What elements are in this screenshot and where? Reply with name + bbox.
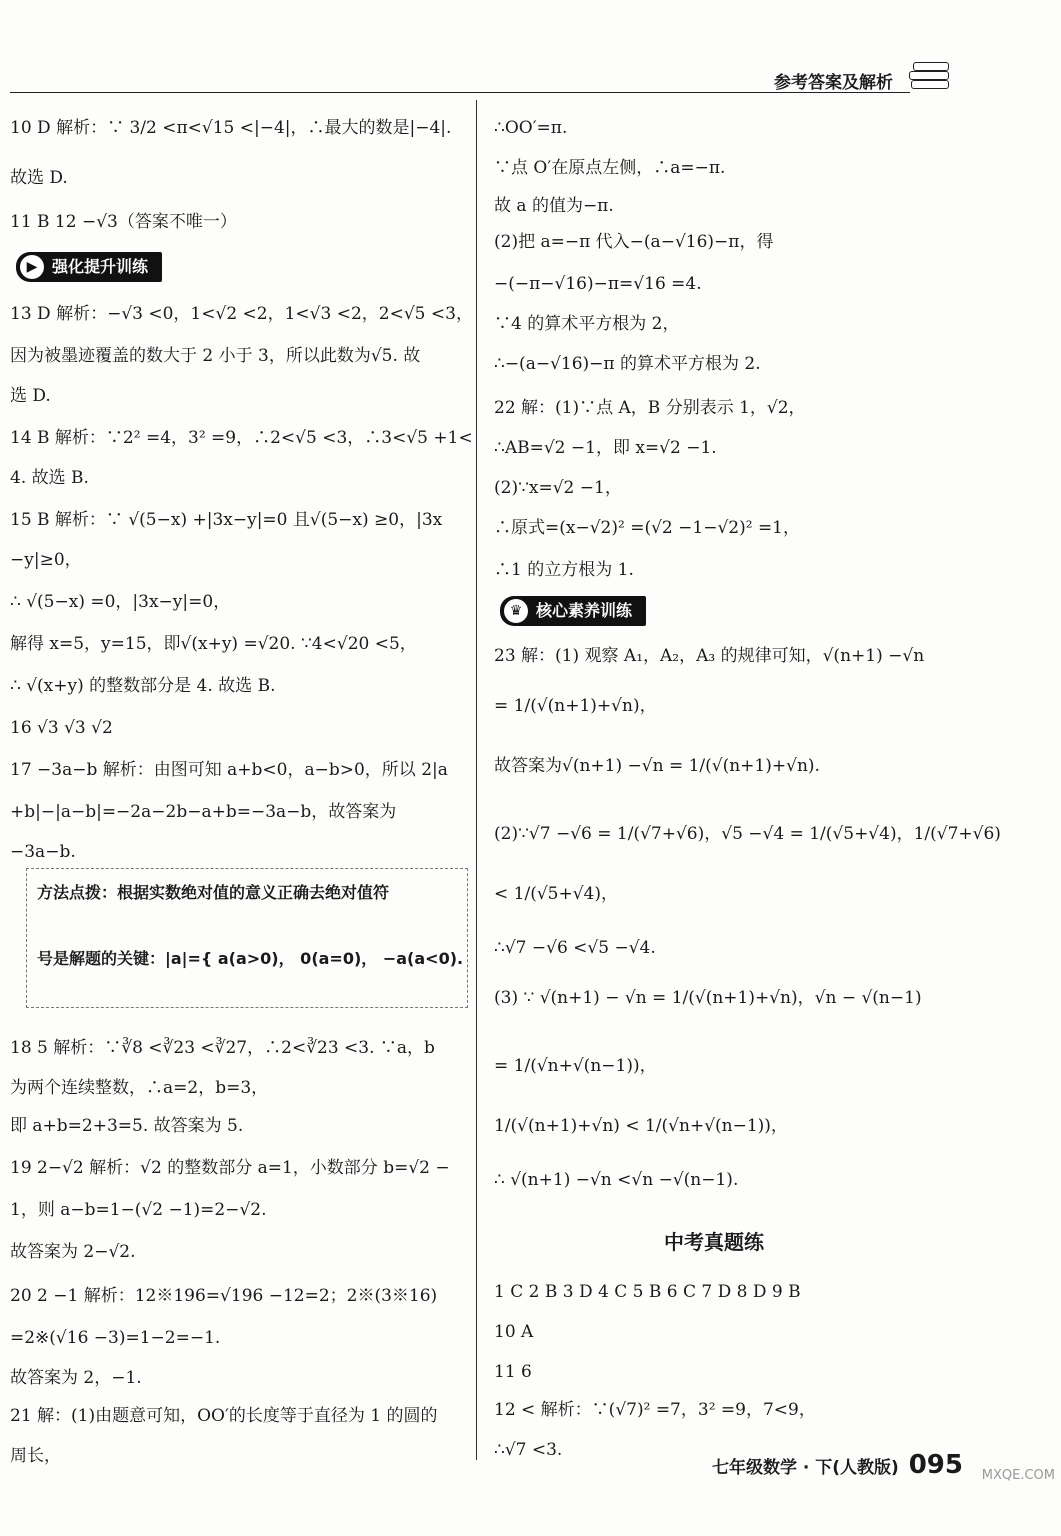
answer-line: 故 a 的值为−π. (494, 196, 614, 216)
section-tag-reinforce (16, 252, 162, 282)
answer-line: 20 2 −1 解析：12※196=√196 −12=2；2※(3※16) (10, 1286, 438, 1306)
method-tip-box (26, 868, 468, 1008)
answer-line: 11 6 (494, 1362, 532, 1382)
answer-line: 1/(√(n+1)+√n) < 1/(√n+√(n−1))， (494, 1116, 788, 1136)
books-icon (909, 60, 953, 96)
answer-line: 13 D 解析：−√3 <0，1<√2 <2，1<√3 <2，2<√5 <3， (10, 304, 473, 324)
section-heading: 中考真题练 (664, 1230, 764, 1254)
watermark: MXQE.COM (981, 1468, 1055, 1483)
answer-line: 17 −3a−b 解析：由图可知 a+b<0，a−b>0，所以 2|a (10, 760, 448, 780)
answer-line: ∴1 的立方根为 1. (494, 560, 634, 580)
crown-icon: ♛ (504, 599, 528, 623)
answer-line: 11 B 12 −√3（答案不唯一） (10, 212, 237, 232)
answer-line: (2)∵x=√2 −1， (494, 478, 622, 498)
answer-line: 故答案为 2，−1. (10, 1368, 142, 1388)
answer-line: 故答案为 2−√2. (10, 1242, 136, 1262)
answer-line: 10 D 解析：∵ 3/2 <π<√15 <|−4|，∴最大的数是|−4|. (10, 118, 452, 138)
answer-line: 即 a+b=2+3=5. 故答案为 5. (10, 1116, 244, 1136)
answer-line: ∴OO′=π. (494, 118, 568, 138)
answer-line: 因为被墨迹覆盖的数大于 2 小于 3，所以此数为√5. 故 (10, 346, 421, 366)
answer-line: = 1/(√n+√(n−1))， (494, 1056, 657, 1076)
answer-line: =2※(√16 −3)=1−2=−1. (10, 1328, 221, 1348)
answer-line: 为两个连续整数，∴a=2，b=3， (10, 1078, 269, 1098)
answer-line: ∴原式=(x−√2)² =(√2 −1−√2)² =1， (494, 518, 800, 538)
answer-line: 解得 x=5，y=15，即√(x+y) =√20. ∵4<√20 <5， (10, 634, 417, 654)
answer-line: 21 解：(1)由题意可知，OO′的长度等于直径为 1 的圆的 (10, 1406, 438, 1426)
answer-line: 周长， (10, 1446, 61, 1466)
answer-line: −(−π−√16)−π=√16 =4. (494, 274, 702, 294)
answer-line: 1，则 a−b=1−(√2 −1)=2−√2. (10, 1200, 267, 1220)
answer-line: +b|−|a−b|=−2a−2b−a+b=−3a−b，故答案为 (10, 802, 397, 822)
tip-line: 方法点拨：根据实数绝对值的意义正确去绝对值符 (37, 883, 390, 902)
answer-line: ∵点 O′在原点左侧，∴a=−π. (494, 158, 726, 178)
section-tag-core (500, 596, 646, 626)
answer-line: 23 解：(1) 观察 A₁，A₂，A₃ 的规律可知，√(n+1) −√n (494, 646, 925, 666)
answer-line: 4. 故选 B. (10, 468, 89, 488)
answer-line: (2)把 a=−π 代入−(a−√16)−π，得 (494, 232, 774, 252)
answer-line: = 1/(√(n+1)+√n)， (494, 696, 657, 716)
footer-book-title: 七年级数学 · 下(人教版) (711, 1458, 899, 1478)
answer-line: 1 C 2 B 3 D 4 C 5 B 6 C 7 D 8 D 9 B (494, 1282, 801, 1302)
page-number: 095 (908, 1450, 963, 1480)
answer-line: ∴√7 −√6 <√5 −√4. (494, 938, 656, 958)
tip-line: 号是解题的关键：|a|={ a(a>0)， 0(a=0)， −a(a<0). (37, 949, 464, 968)
answer-line: 19 2−√2 解析：√2 的整数部分 a=1，小数部分 b=√2 − (10, 1158, 450, 1178)
answer-line: 故答案为√(n+1) −√n = 1/(√(n+1)+√n). (494, 756, 820, 776)
answer-line: 18 5 解析：∵∛8 <∛23 <∛27，∴2<∛23 <3. ∵a，b (10, 1038, 435, 1058)
answer-line: ∴−(a−√16)−π 的算术平方根为 2. (494, 354, 761, 374)
answer-line: ∵4 的算术平方根为 2， (494, 314, 680, 334)
answer-line: ∴ √(5−x) =0，|3x−y|=0， (10, 592, 231, 612)
answer-line: 16 √3 √3 √2 (10, 718, 113, 738)
column-divider (476, 100, 477, 1460)
answer-line: ∴ √(n+1) −√n <√n −√(n−1). (494, 1170, 739, 1190)
answer-line: 14 B 解析：∵2² =4，3² =9，∴2<√5 <3，∴3<√5 +1< (10, 428, 473, 448)
arrow-icon: ▶ (20, 255, 44, 279)
answer-line: (3) ∵ √(n+1) − √n = 1/(√(n+1)+√n)，√n − √(n−1) (494, 988, 922, 1008)
answer-line: 22 解：(1)∵点 A，B 分别表示 1，√2， (494, 398, 806, 418)
page-footer (712, 1450, 963, 1480)
header-title: 参考答案及解析 (774, 73, 893, 93)
answer-line: < 1/(√5+√4)， (494, 884, 618, 904)
section-title: 核心素养训练 (536, 601, 633, 620)
answer-line: 故选 D. (10, 168, 68, 188)
answer-line: −y|≥0， (10, 550, 82, 570)
answer-line: 选 D. (10, 386, 51, 406)
answer-line: 15 B 解析：∵ √(5−x) +|3x−y|=0 且√(5−x) ≥0，|3x (10, 510, 443, 530)
answer-line: ∴AB=√2 −1，即 x=√2 −1. (494, 438, 717, 458)
answer-line: −3a−b. (10, 842, 76, 862)
section-title: 强化提升训练 (52, 257, 149, 276)
answer-line: (2)∵√7 −√6 = 1/(√7+√6)，√5 −√4 = 1/(√5+√4)，1/(√7+√6) (494, 824, 1001, 844)
answer-line: ∴√7 <3. (494, 1440, 563, 1460)
answer-line: 12 < 解析：∵(√7)² =7，3² =9，7<9， (494, 1400, 816, 1420)
answer-line: 10 A (494, 1322, 534, 1342)
answer-line: ∴ √(x+y) 的整数部分是 4. 故选 B. (10, 676, 276, 696)
